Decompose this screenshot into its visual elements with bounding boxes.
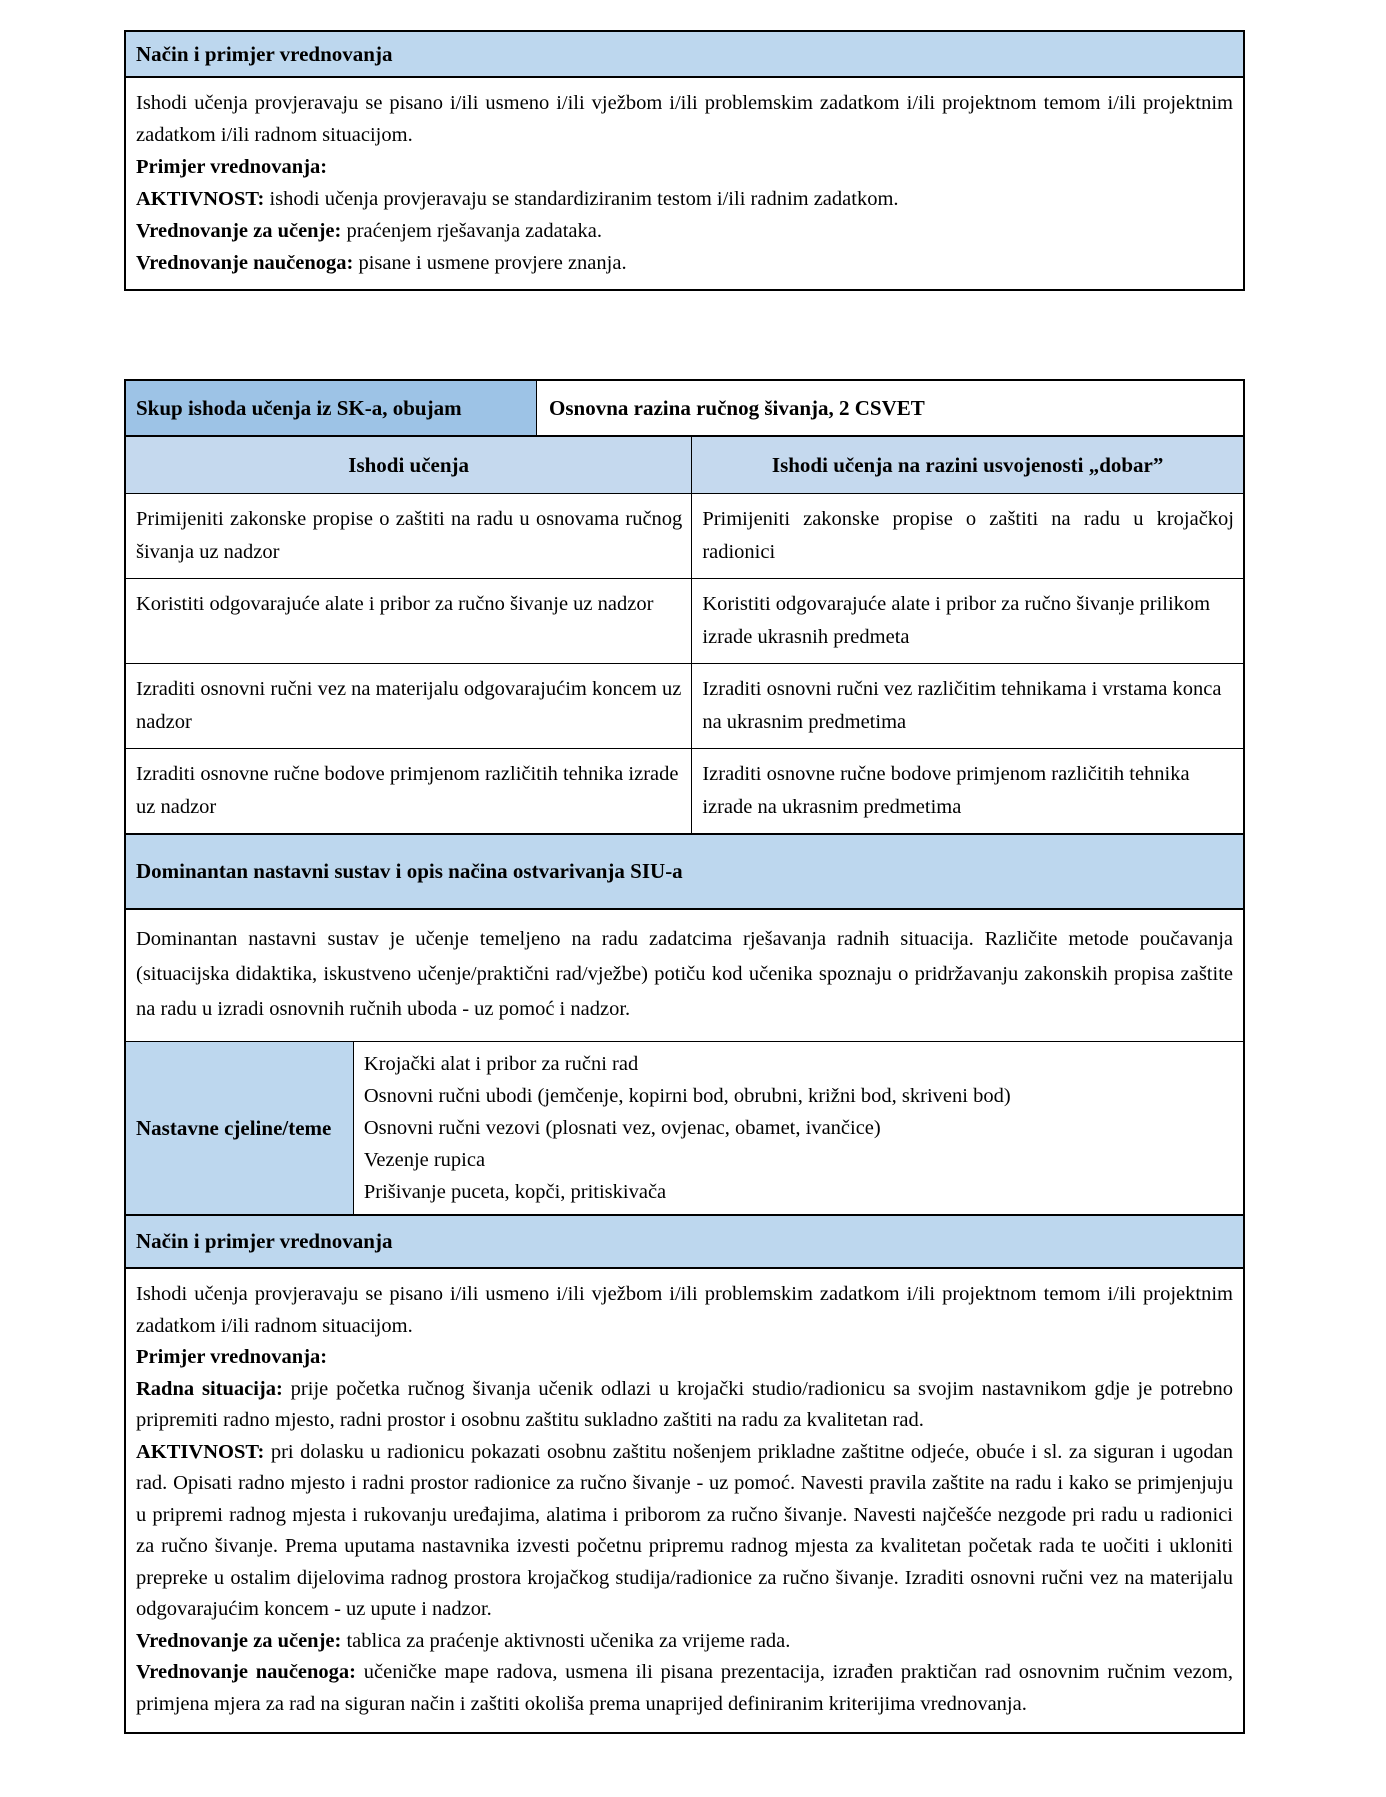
paragraph-intro [136, 1279, 1233, 1342]
nastavne-cjeline-label-cell: Nastavne cjeline/teme [126, 1042, 354, 1214]
paragraph-text: Ishodi učenja provjeravaju se pisano i/ili usmeno i/ili vježbom i/ili problemskim zadatkom i/ili projektnom temom i/ili projektnim zadatkom i/ili radnom situacijom. [136, 1283, 1233, 1337]
paragraph-aktivnost [136, 183, 1233, 215]
outcome-row-1 [126, 494, 1243, 579]
nastavne-item: Osnovni ručni vezovi (plosnati vez, ovjenac, obamet, ivančice) [363, 1117, 881, 1139]
paragraph-text: pri dolasku u radionicu pokazati osobnu zaštitu nošenjem prikladne zaštitne odjeće, obuće i sl. za siguran i ugodan rad. Opisati radno mjesto i radni prostor radionice za ručno šivanje - uz pomoć. Navesti pravila zaštite na radu i kako se primjenjuju u pripremi radnog mjesta i rukovanju uređajima, alatima i priborom za ručno šivanje. Navesti najčešće nezgode pri radu u radionici za ručno šivanje. Prema uputama nastavnika izvesti početnu pripremu radnog mjesta za kvalitetan početak rada te uočiti i ukloniti prepreke u ostalim dijelovima radnog prostora krojačkog studija/radionice za ručno šivanje. Izraditi osnovni ručni vez na materijalu odgovarajućim koncem - uz upute i nadzor. [136, 1440, 1233, 1620]
section-header-text: Dominantan nastavni sustav i opis načina ostvarivanja SIU-a [136, 859, 683, 883]
column-header-ishodi-ucenja: Ishodi učenja [126, 437, 692, 493]
learning-outcomes-table [124, 379, 1245, 1734]
dominantan-paragraph: Dominantan nastavni sustav je učenje temeljeno na radu zadatcima rješavanja radnih situacija. Različite metode poučavanja (situacijska didaktika, iskustveno učenje/praktični rad/vježbe) potiču kod učenika spoznaju o pridržavanju zakonskih propisa zaštite na radu u izradi osnovnih ručnih uboda - uz pomoć i nadzor. [136, 928, 1233, 1020]
outcome-left-cell: Izraditi osnovne ručne bodove primjenom različitih tehnika izrade uz nadzor [126, 749, 692, 833]
document-content [124, 30, 1245, 1734]
evaluation-top-table [124, 30, 1245, 291]
paragraph-text: tablica za praćenje aktivnosti učenika za vrijeme rada. [341, 1629, 791, 1652]
outcome-right-cell: Primijeniti zakonske propise o zaštiti na radu u krojačkoj radionici [702, 508, 1234, 563]
nastavne-cjeline-list [354, 1042, 1243, 1214]
bold-lead: AKTIVNOST: [136, 188, 265, 210]
paragraph-aktivnost [136, 1437, 1233, 1626]
bold-lead: Vrednovanje za učenje: [136, 220, 342, 242]
paragraph-radna-situacija [136, 1374, 1233, 1437]
bold-lead: Primjer vrednovanja: [136, 1346, 328, 1368]
paragraph-vrednovanje-za-ucenje [136, 1626, 1233, 1658]
nastavne-item: Krojački alat i pribor za ručni rad [363, 1053, 639, 1075]
nastavne-item: Prišivanje puceta, kopči, pritiskivača [363, 1181, 667, 1203]
bold-lead: Radna situacija: [136, 1377, 283, 1400]
skup-ishoda-label: Skup ishoda učenja iz SK-a, obujam [136, 395, 462, 420]
outcome-right-cell: Koristiti odgovarajuće alate i pribor za ručno šivanje prilikom izrade ukrasnih predmeta [702, 593, 1211, 648]
outcome-left-cell: Koristiti odgovarajuće alate i pribor za ručno šivanje uz nadzor [126, 579, 692, 663]
paragraph-text: pisane i usmene provjere znanja. [353, 252, 627, 274]
paragraph-intro [136, 87, 1233, 151]
bold-lead: Vrednovanje naučenoga: [136, 252, 354, 274]
bold-lead: AKTIVNOST: [136, 1440, 265, 1463]
section-header-text: Način i primjer vrednovanja [136, 1229, 393, 1253]
paragraph-text: Ishodi učenja provjeravaju se pisano i/ili usmeno i/ili vježbom i/ili problemskim zadatkom i/ili projektnom temom i/ili projektnim zadatkom i/ili radnom situacijom. [136, 92, 1233, 146]
outcome-row-3 [126, 664, 1243, 749]
outcome-left-cell: Primijeniti zakonske propise o zaštiti na radu u osnovama ručnog šivanja uz nadzor [126, 494, 692, 578]
skup-ishoda-value: Osnovna razina ručnog šivanja, 2 CSVET [549, 395, 925, 420]
paragraph-text: prije početka ručnog šivanja učenik odlazi u krojački studio/radionicu sa svojim nastavnikom gdje je potrebno pripremiti radno mjesto, radni prostor i osobnu zaštitu sukladno zaštiti na radu za kvalitetan rad. [136, 1377, 1233, 1431]
outcome-row-2 [126, 579, 1243, 664]
paragraph-text: ishodi učenja provjeravaju se standardiziranim testom i/ili radnim zadatkom. [264, 188, 899, 210]
nastavne-cjeline-row [126, 1042, 1243, 1216]
bold-lead: Vrednovanje naučenoga: [136, 1661, 357, 1683]
paragraph-text: učeničke mape radova, usmena ili pisana prezentacija, izrađen praktičan rad osnovnim ručnim vezom, primjena mjera za rad na siguran način i zaštiti okoliša prema unaprijed definiranim kriterijima vrednovanja. [136, 1661, 1234, 1715]
paragraph-text: praćenjem rješavanja zadataka. [341, 220, 602, 242]
paragraph-vrednovanje-za-ucenje [136, 215, 1233, 247]
column-headers-row [126, 437, 1243, 494]
nastavne-item: Osnovni ručni ubodi (jemčenje, kopirni bod, obrubni, križni bod, skriveni bod) [363, 1085, 1011, 1107]
outcome-right-cell: Izraditi osnovni ručni vez različitim tehnikama i vrstama konca na ukrasnim predmetima [702, 678, 1222, 733]
outcome-row-4 [126, 749, 1243, 834]
evaluation-bottom-body [126, 1269, 1243, 1732]
dominantan-body [126, 910, 1243, 1042]
paragraph-vrednovanje-naucenoga [136, 1657, 1233, 1720]
paragraph-vrednovanje-naucenoga [136, 247, 1233, 279]
skup-ishoda-value-cell [537, 381, 1243, 435]
section-header-dominantan [126, 834, 1243, 910]
outcome-left-cell: Izraditi osnovni ručni vez na materijalu odgovarajućim koncem uz nadzor [126, 664, 692, 748]
column-header-razina-dobar: Ishodi učenja na razini usvojenosti „dobar” [771, 452, 1164, 477]
skup-ishoda-label-cell [126, 381, 537, 435]
outcome-right-cell: Izraditi osnovne ručne bodove primjenom različitih tehnika izrade na ukrasnim predmetima [702, 763, 1190, 818]
evaluation-top-body [126, 78, 1243, 289]
paragraph-primjer [136, 151, 1233, 183]
skup-ishoda-row [126, 381, 1243, 437]
bold-lead: Primjer vrednovanja: [136, 156, 328, 178]
paragraph-primjer [136, 1342, 1233, 1374]
section-header-evaluation-2 [126, 1216, 1243, 1269]
section-header-text: Način i primjer vrednovanja [136, 41, 393, 66]
bold-lead: Vrednovanje za učenje: [136, 1629, 342, 1652]
section-header-evaluation-1 [126, 32, 1243, 78]
nastavne-item: Vezenje rupica [363, 1149, 486, 1171]
